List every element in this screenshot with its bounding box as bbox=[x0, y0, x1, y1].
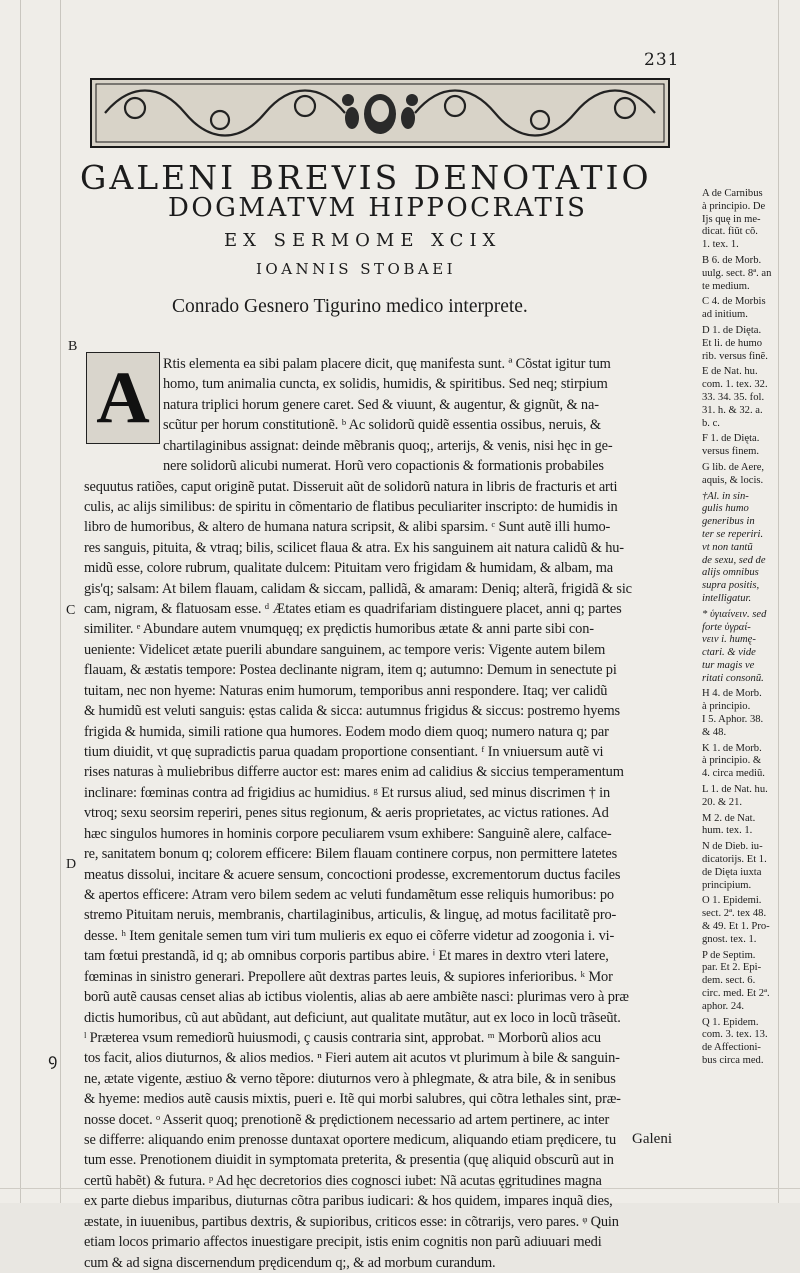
margin-note: C 4. de Morbis ad initium. bbox=[702, 296, 766, 321]
text-line: ˡ Præterea vsum remediorũ huiusmodi, ç causis contraria sint, approbat. ᵐ Morborũ alios acu bbox=[84, 1029, 601, 1046]
text-line: cam, nigram, & flatuosam esse. ᵈ Ætates etiam es quadrifariam distinguere placet, anni q; partes bbox=[84, 601, 622, 618]
left-margin-mark: ꝯ bbox=[48, 1050, 58, 1069]
text-line: tos facit, alios diuturnos, & alios medios. ⁿ Fieri autem ait acutos vt plurimum à bile & sanguin- bbox=[84, 1050, 620, 1067]
title-line-3: EX SERMOME XCIX bbox=[224, 230, 502, 251]
text-line: meatus dissolui, incitare & acuere sensum, concoctioni prodesse, excrementorum ductus faciles bbox=[84, 866, 621, 883]
text-line: flauam, & æstatis tempore: Postea declinante nigram, item q; autumno: Demum in senectute pi bbox=[84, 662, 617, 679]
text-line: se differre: aliquando enim prenosse duntaxat oportere medicum, aliquando etiam prędicere, tu bbox=[84, 1132, 617, 1149]
text-line: scũtur per horum constitutionẽ. ᵇ Ac solidorũ quidẽ essentia ossibus, neruis, & bbox=[163, 417, 601, 434]
section-marker-c: C bbox=[66, 603, 76, 618]
text-line: fœminas in sinistro generari. Prepollere aũt dextras partes leuis, & supiores inferioribus. ᵏ Mor bbox=[84, 968, 613, 985]
text-line: & apertos efficere: Atram vero bilem sedem ac veluti fundamẽtum esse reliquis humoribus: po bbox=[84, 886, 614, 903]
text-line: libro de humoribus, & altero de humana natura scripsit, & alibi sparsim. ᶜ Sunt autẽ illi humo- bbox=[84, 519, 611, 536]
text-line: similiter. ᵉ Abundare autem vnumquęq; ex prędictis humoribus ætate & anni parte sibi con- bbox=[84, 621, 594, 638]
text-line: natura triplici horum genere caret. Sed & viuunt, & augentur, & gignũt, & na- bbox=[163, 396, 599, 413]
text-line: borũ autẽ causas censet alias ab ictibus violentis, alias ab aere ambiẽte nasci: plurimas vero à præ bbox=[84, 989, 629, 1006]
scan-edge-inner bbox=[60, 0, 61, 1203]
text-line: frigida & humida, simili ratione qua humores. Eodem modo diem quoq; numero natura q; par bbox=[84, 723, 609, 740]
text-line: hæc singulos humores in hominis corpore peculiarem vsum exhibere: Sanguinẽ alere, calface- bbox=[84, 825, 612, 842]
text-line: midũ esse, colore rubrum, qualitate dulcem: Pituitam vero frigidam & humidam, & albam, ma bbox=[84, 560, 613, 577]
text-line: desse. ʰ Item genitale semen tum viri tum mulieris ex equo ei cõferre videtur ad zoogonia i. vi- bbox=[84, 927, 615, 944]
margin-note: E de Nat. hu. com. 1. tex. 32. 33. 34. 35. fol. 31. h. & 32. a. b. c. bbox=[702, 366, 768, 429]
page-number: 231 bbox=[644, 50, 680, 70]
text-line: culis, ac alijs similibus: de spiritu in cõmentario de flatibus peculiariter inscripto: de humidis in bbox=[84, 498, 618, 515]
text-line: nosse docet. ᵒ Asserit quoq; prenotionẽ & prędictionem necessario ad artem pertinere, ac inter bbox=[84, 1111, 610, 1128]
margin-note: N de Dieb. iu- dicatorijs. Et 1. de Dięta iuxta principium. bbox=[702, 841, 767, 891]
title-line-4: IOANNIS STOBAEI bbox=[256, 260, 457, 278]
text-line: ex parte diebus imparibus, diuturnas cõtra paribus iudicari: & hos quidem, impares inquã dies, bbox=[84, 1193, 613, 1210]
text-line: ueniente: Videlicet ætate puerili abundare sanguinem, ac tempore veris: Vigente autem bilem bbox=[84, 641, 606, 658]
margin-note: L 1. de Nat. hu. 20. & 21. bbox=[702, 784, 768, 808]
text-line: cum & ad signa discernendum prędicendum q;, & ad morbum curandum. bbox=[84, 1254, 496, 1271]
title-line-1: GALENI BREVIS DENOTATIO bbox=[80, 158, 652, 197]
margin-note: M 2. de Nat. hum. tex. 1. bbox=[702, 812, 756, 837]
text-line: & humidũ est veluti sanguis: ęstas calida & sicca: autumnus frigidus & siccus: postremo hyems bbox=[84, 703, 621, 720]
text-line: ne, ætate vigente, æstiuo & verno tẽpore: diuturnos vero à phlegmate, & atra bile, & in senibus bbox=[84, 1070, 616, 1087]
text-line: re, sanitatem bonum q; colorem efficere: Bilem flauam continere corpus, non permittere latetes bbox=[84, 846, 618, 863]
text-line: certũ habẽt) & futura. ᵖ Ad hęc decretorios dies cognosci iubet: Nã acutas ęgritudines magna bbox=[84, 1172, 602, 1189]
title-line-2: DOGMATVM HIPPOCRATIS bbox=[168, 193, 588, 223]
text-line: gis'q; salsam: At bilem flauam, calidam & siccam, pallidã, & amaram: Deniq; alterã, frigidã & sic bbox=[84, 580, 632, 597]
margin-note: Q 1. Epidem. com. 3. tex. 13. de Affectioni- bus circa med. bbox=[702, 1016, 768, 1066]
ornamental-banner bbox=[90, 78, 670, 148]
text-line: tam fœtui prestandã, id q; ab omnibus corporis partibus abire. ⁱ Et mares in dextro vteri latere, bbox=[84, 948, 609, 965]
margin-note: H 4. de Morb. à principio. I 5. Aphor. 38. & 48. bbox=[702, 688, 764, 738]
text-line: rises naturas à muliebribus differre auctor est: mares enim ad calidius & siccius temperamentum bbox=[84, 764, 624, 781]
section-marker-b: B bbox=[68, 339, 78, 354]
margin-note: D 1. de Dięta. Et li. de humo rib. versus finẽ. bbox=[702, 324, 768, 362]
drop-cap-letter: A bbox=[96, 357, 150, 439]
margin-note: †Al. in sin- gulis humo generibus in ter se reperiri. vt non tantũ de sexu, sed de alijs omnibus supra positis, intelligatur. bbox=[702, 490, 766, 604]
text-line: vtroq; sexu seorsim reperiri, penes situs regionum, & aeris proprietates, ac victus rationes. Ad bbox=[84, 805, 609, 822]
catchword: Galeni bbox=[632, 1131, 672, 1147]
text-line: dictis humoribus, cũ aut abũdant, aut deficiunt, aut qualitate mutãtur, aut ex loco in locũ trãseũt. bbox=[84, 1009, 621, 1026]
margin-note: F 1. de Dięta. versus finem. bbox=[702, 433, 760, 458]
text-line: stremo Pituitam neruis, membranis, chartilaginibus, articulis, & linguę, ad motus facilitatẽ pro- bbox=[84, 907, 617, 924]
text-line: & hyeme: medios autẽ causis mixtis, pueri e. Itẽ qui morbi salubres, qui cõtra lethales sint, præ- bbox=[84, 1091, 621, 1108]
text-line: tum esse. Prenotionem diuidit in symptomata preterita, & presentia (quę aliquid obscurũ aut in bbox=[84, 1152, 614, 1169]
text-line: tium diuidit, vt quę supradictis parua quadam proportione consentiant. ᶠ In vniuersum autẽ vi bbox=[84, 744, 604, 761]
margin-note: A de Carnibus à principio. De Ijs quę in me- dicat. fiũt cõ. 1. tex. 1. bbox=[702, 188, 766, 251]
section-marker-d: D bbox=[66, 857, 77, 872]
text-line: æstate, in iuuenibus, partibus dextris, & supioribus, criticos esse: in cõtrarijs, vero pares. ᵠ Quin bbox=[84, 1213, 619, 1230]
text-line: inclinare: fœminas contra ad frigidius ac humidius. ᵍ Et rursus aliud, sed minus discrimen † in bbox=[84, 784, 611, 801]
text-line: sequutus ratiões, caput originẽ putat. Disseruit aũt de solidorũ natura in libris de fracturis et arti bbox=[84, 478, 618, 495]
text-line: homo, tum animalia cuncta, ex solidis, humidis, & spiritibus. Sed neq; stirpium bbox=[163, 376, 608, 393]
margin-note: G lib. de Aere, aquis, & locis. bbox=[702, 461, 765, 486]
text-line: chartilaginibus assignat: deinde mẽbranis quoq;, arterijs, & venis, nisi hęc in ge- bbox=[163, 437, 613, 454]
margin-note: P de Septim. par. Et 2. Epi- dem. sect. 6. circ. med. Et 2ª. aphor. 24. bbox=[702, 949, 770, 1012]
text-line: nere solidorũ alicubi numerat. Horũ vero copactionis & formationis probabiles bbox=[163, 458, 604, 475]
margin-notes bbox=[702, 188, 798, 1071]
margin-note: O 1. Epidemi. sect. 2ª. tex 48. & 49. Et 1. Pro- gnost. tex. 1. bbox=[702, 895, 770, 945]
text-line: Rtis elementa ea sibi palam placere dicit, quę manifesta sunt. ª Cõstat igitur tum bbox=[163, 356, 611, 372]
margin-note: K 1. de Morb. à principio. & 4. circa mediũ. bbox=[702, 742, 765, 780]
text-line: tuitam, nec non hyeme: Naturas enim humorum, temporibus anni respondere. Itaq; ver calidũ bbox=[84, 682, 608, 699]
scan-edge-left bbox=[20, 0, 21, 1203]
text-line: etiam locos primario affectos inuestigare precipit, istis enim cognitis non parũ adiuuari medi bbox=[84, 1234, 602, 1251]
text-line: res sanguis, pituita, & vtraq; bilis, scilicet flaua & atra. Ex his sanguinem ait natura calidũ & hu- bbox=[84, 539, 624, 556]
body-text bbox=[84, 354, 684, 1273]
translator-byline: Conrado Gesnero Tigurino medico interprete. bbox=[172, 296, 528, 317]
margin-note: * ὑγιαίνειν. sed forte ὑγραί- νειν i. humę- ctari. & vide tur magis ve ritati consonũ. bbox=[702, 608, 767, 684]
margin-note: B 6. de Morb. uulg. sect. 8ª. an te medium. bbox=[702, 254, 772, 292]
